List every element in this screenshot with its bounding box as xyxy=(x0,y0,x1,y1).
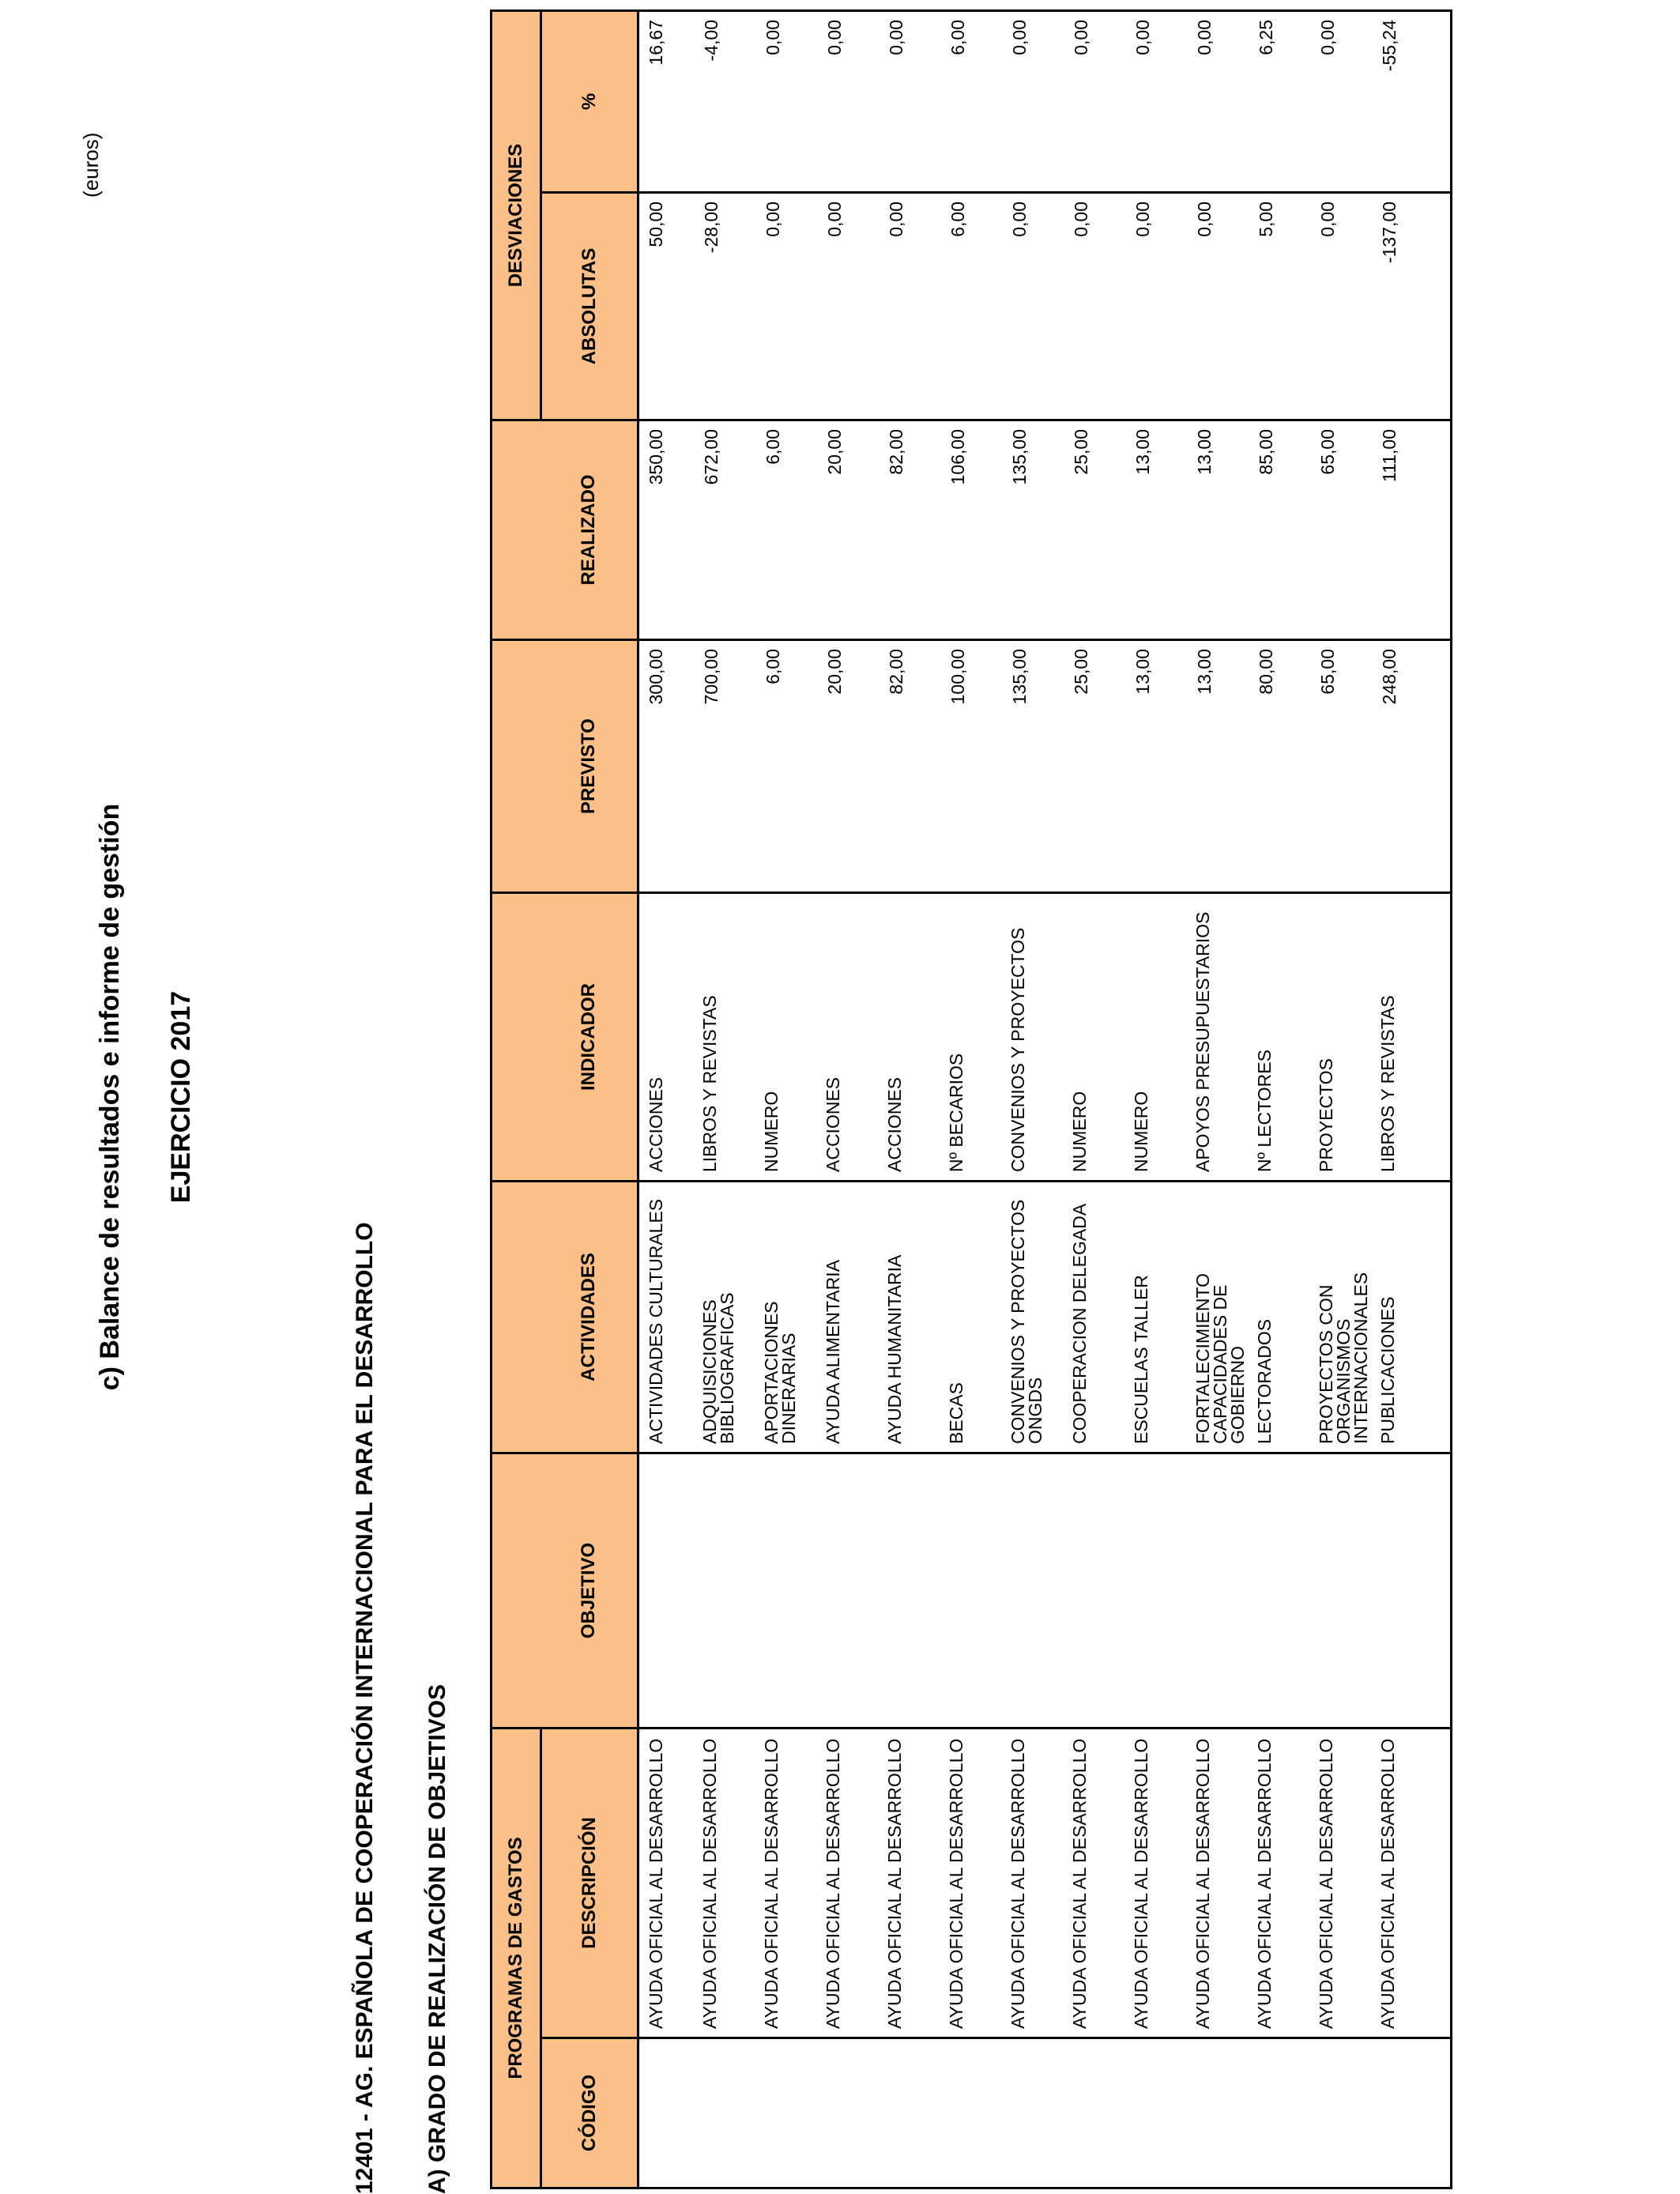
cell-objetivo xyxy=(1317,1453,1379,1728)
cell-codigo xyxy=(763,2038,824,2188)
table-row xyxy=(947,11,1009,2188)
cell-indicador: ACCIONES xyxy=(886,893,947,1182)
cell-absolutas: -28,00 xyxy=(701,193,763,420)
cell-actividades: BECAS xyxy=(947,1182,1009,1453)
column-header-absolutas: ABSOLUTAS xyxy=(541,193,638,420)
cell-actividades: LECTORADOS xyxy=(1256,1182,1317,1453)
cell-descripcion: AYUDA OFICIAL AL DESARROLLO xyxy=(824,1728,886,2038)
cell-actividades: AYUDA HUMANITARIA xyxy=(886,1182,947,1453)
cell-absolutas: 0,00 xyxy=(1317,193,1379,420)
cell-realizado: 111,00 xyxy=(1379,420,1452,640)
cell-indicador: PROYECTOS xyxy=(1317,893,1379,1182)
cell-absolutas: 50,00 xyxy=(638,193,702,420)
header-spacer xyxy=(492,640,541,893)
cell-previsto: 65,00 xyxy=(1317,640,1379,893)
column-header-descripcion: DESCRIPCIÓN xyxy=(541,1728,638,2038)
table-row xyxy=(701,11,763,2188)
cell-realizado: 135,00 xyxy=(1009,420,1071,640)
cell-codigo xyxy=(1071,2038,1132,2188)
cell-pct: 0,00 xyxy=(824,11,886,193)
cell-pct: 16,67 xyxy=(638,11,702,193)
cell-absolutas: 6,00 xyxy=(947,193,1009,420)
cell-pct: 0,00 xyxy=(1009,11,1071,193)
cell-descripcion: AYUDA OFICIAL AL DESARROLLO xyxy=(701,1728,763,2038)
cell-previsto: 700,00 xyxy=(701,640,763,893)
table-row xyxy=(1256,11,1317,2188)
cell-realizado: 82,00 xyxy=(886,420,947,640)
cell-indicador: LIBROS Y REVISTAS xyxy=(1379,893,1452,1182)
column-header-pct: % xyxy=(541,11,638,193)
cell-descripcion: AYUDA OFICIAL AL DESARROLLO xyxy=(1194,1728,1256,2038)
cell-previsto: 13,00 xyxy=(1132,640,1194,893)
cell-realizado: 13,00 xyxy=(1194,420,1256,640)
cell-previsto: 135,00 xyxy=(1009,640,1071,893)
cell-actividades: COOPERACION DELEGADA xyxy=(1071,1182,1132,1453)
objectives-table xyxy=(490,9,1452,2189)
cell-pct: 6,00 xyxy=(947,11,1009,193)
cell-actividades: AYUDA ALIMENTARIA xyxy=(824,1182,886,1453)
cell-previsto: 248,00 xyxy=(1379,640,1452,893)
column-header-codigo: CÓDIGO xyxy=(541,2038,638,2188)
cell-previsto: 300,00 xyxy=(638,640,702,893)
cell-actividades: ESCUELAS TALLER xyxy=(1132,1182,1194,1453)
cell-descripcion: AYUDA OFICIAL AL DESARROLLO xyxy=(1009,1728,1071,2038)
cell-actividades: FORTALECIMIENTO CAPACIDADES DE GOBIERNO xyxy=(1194,1182,1256,1453)
cell-indicador: CONVENIOS Y PROYECTOS xyxy=(1009,893,1071,1182)
cell-actividades: APORTACIONES DINERARIAS xyxy=(763,1182,824,1453)
cell-objetivo xyxy=(1071,1453,1132,1728)
cell-indicador: ACCIONES xyxy=(638,893,702,1182)
cell-objetivo xyxy=(886,1453,947,1728)
cell-descripcion: AYUDA OFICIAL AL DESARROLLO xyxy=(763,1728,824,2038)
cell-realizado: 672,00 xyxy=(701,420,763,640)
column-header-realizado: REALIZADO xyxy=(541,420,638,640)
cell-objetivo xyxy=(1194,1453,1256,1728)
cell-codigo xyxy=(1132,2038,1194,2188)
cell-objetivo xyxy=(1132,1453,1194,1728)
cell-pct: -55,24 xyxy=(1379,11,1452,193)
table-row xyxy=(886,11,947,2188)
cell-indicador: ACCIONES xyxy=(824,893,886,1182)
cell-objetivo xyxy=(763,1453,824,1728)
cell-indicador: NUMERO xyxy=(1132,893,1194,1182)
exercise-year: EJERCICIO 2017 xyxy=(166,990,196,1204)
cell-absolutas: 0,00 xyxy=(1194,193,1256,420)
cell-previsto: 25,00 xyxy=(1071,640,1132,893)
cell-objetivo xyxy=(824,1453,886,1728)
cell-indicador: Nº BECARIOS xyxy=(947,893,1009,1182)
document-title: c) Balance de resultados e informe de gestión xyxy=(95,803,125,1391)
cell-absolutas: 0,00 xyxy=(1071,193,1132,420)
cell-absolutas: -137,00 xyxy=(1379,193,1452,420)
cell-realizado: 13,00 xyxy=(1132,420,1194,640)
cell-codigo xyxy=(1379,2038,1452,2188)
cell-previsto: 82,00 xyxy=(886,640,947,893)
cell-pct: 0,00 xyxy=(1194,11,1256,193)
currency-unit: (euros) xyxy=(79,132,103,198)
cell-indicador: Nº LECTORES xyxy=(1256,893,1317,1182)
cell-descripcion: AYUDA OFICIAL AL DESARROLLO xyxy=(947,1728,1009,2038)
cell-indicador: NUMERO xyxy=(763,893,824,1182)
cell-previsto: 20,00 xyxy=(824,640,886,893)
cell-codigo xyxy=(1194,2038,1256,2188)
cell-previsto: 80,00 xyxy=(1256,640,1317,893)
cell-realizado: 6,00 xyxy=(763,420,824,640)
cell-indicador: LIBROS Y REVISTAS xyxy=(701,893,763,1182)
cell-absolutas: 0,00 xyxy=(763,193,824,420)
column-header-previsto: PREVISTO xyxy=(541,640,638,893)
table-row xyxy=(1379,11,1452,2188)
cell-absolutas: 0,00 xyxy=(886,193,947,420)
header-spacer xyxy=(492,1453,541,1728)
cell-previsto: 100,00 xyxy=(947,640,1009,893)
cell-objetivo xyxy=(1009,1453,1071,1728)
table-row xyxy=(638,11,702,2188)
cell-pct: 0,00 xyxy=(1317,11,1379,193)
cell-absolutas: 0,00 xyxy=(824,193,886,420)
cell-pct: 0,00 xyxy=(763,11,824,193)
table-row xyxy=(1317,11,1379,2188)
table-row xyxy=(1132,11,1194,2188)
column-header-indicador: INDICADOR xyxy=(541,893,638,1182)
column-header-actividades: ACTIVIDADES xyxy=(541,1182,638,1453)
entity-name: 12401 - AG. ESPAÑOLA DE COOPERACIÓN INTERNACIONAL PARA EL DESARROLLO xyxy=(352,1222,378,2194)
header-spacer xyxy=(492,1182,541,1453)
cell-codigo xyxy=(1009,2038,1071,2188)
cell-actividades: PUBLICACIONES xyxy=(1379,1182,1452,1453)
cell-objetivo xyxy=(638,1453,702,1728)
cell-objetivo xyxy=(947,1453,1009,1728)
section-title: A) GRADO DE REALIZACIÓN DE OBJETIVOS xyxy=(424,1683,450,2194)
cell-objetivo xyxy=(1379,1453,1452,1728)
cell-realizado: 106,00 xyxy=(947,420,1009,640)
cell-descripcion: AYUDA OFICIAL AL DESARROLLO xyxy=(1132,1728,1194,2038)
cell-realizado: 65,00 xyxy=(1317,420,1379,640)
cell-descripcion: AYUDA OFICIAL AL DESARROLLO xyxy=(1071,1728,1132,2038)
group-header-desviaciones: DESVIACIONES xyxy=(492,11,541,420)
column-header-objetivo: OBJETIVO xyxy=(541,1453,638,1728)
cell-codigo xyxy=(1256,2038,1317,2188)
cell-codigo xyxy=(1317,2038,1379,2188)
cell-codigo xyxy=(701,2038,763,2188)
cell-previsto: 13,00 xyxy=(1194,640,1256,893)
cell-absolutas: 0,00 xyxy=(1009,193,1071,420)
cell-actividades: PROYECTOS CON ORGANISMOS INTERNACIONALES xyxy=(1317,1182,1379,1453)
cell-absolutas: 0,00 xyxy=(1132,193,1194,420)
cell-pct: 0,00 xyxy=(1071,11,1132,193)
cell-codigo xyxy=(947,2038,1009,2188)
cell-codigo xyxy=(824,2038,886,2188)
cell-objetivo xyxy=(1256,1453,1317,1728)
cell-actividades: ADQUISICIONES BIBLIOGRAFICAS xyxy=(701,1182,763,1453)
header-spacer xyxy=(492,893,541,1182)
cell-codigo xyxy=(638,2038,702,2188)
cell-pct: 0,00 xyxy=(886,11,947,193)
cell-absolutas: 5,00 xyxy=(1256,193,1317,420)
cell-pct: 6,25 xyxy=(1256,11,1317,193)
cell-realizado: 85,00 xyxy=(1256,420,1317,640)
table-row xyxy=(763,11,824,2188)
cell-pct: -4,00 xyxy=(701,11,763,193)
cell-descripcion: AYUDA OFICIAL AL DESARROLLO xyxy=(1379,1728,1452,2038)
cell-realizado: 25,00 xyxy=(1071,420,1132,640)
cell-realizado: 20,00 xyxy=(824,420,886,640)
table-row xyxy=(1071,11,1132,2188)
cell-previsto: 6,00 xyxy=(763,640,824,893)
cell-actividades: CONVENIOS Y PROYECTOS ONGDS xyxy=(1009,1182,1071,1453)
cell-actividades: ACTIVIDADES CULTURALES xyxy=(638,1182,702,1453)
group-header-programas: PROGRAMAS DE GASTOS xyxy=(492,1728,541,2188)
table-row xyxy=(1009,11,1071,2188)
cell-indicador: APOYOS PRESUPUESTARIOS xyxy=(1194,893,1256,1182)
cell-realizado: 350,00 xyxy=(638,420,702,640)
cell-descripcion: AYUDA OFICIAL AL DESARROLLO xyxy=(886,1728,947,2038)
table-row xyxy=(1194,11,1256,2188)
cell-pct: 0,00 xyxy=(1132,11,1194,193)
cell-indicador: NUMERO xyxy=(1071,893,1132,1182)
table-row xyxy=(824,11,886,2188)
cell-descripcion: AYUDA OFICIAL AL DESARROLLO xyxy=(1256,1728,1317,2038)
cell-descripcion: AYUDA OFICIAL AL DESARROLLO xyxy=(638,1728,702,2038)
cell-descripcion: AYUDA OFICIAL AL DESARROLLO xyxy=(1317,1728,1379,2038)
cell-objetivo xyxy=(701,1453,763,1728)
header-spacer xyxy=(492,420,541,640)
cell-codigo xyxy=(886,2038,947,2188)
